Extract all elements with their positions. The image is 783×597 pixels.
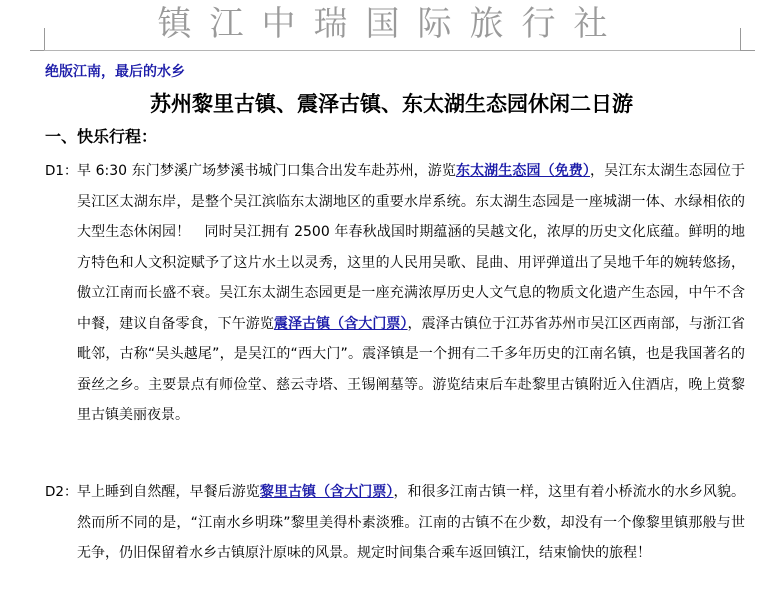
day-label: D2： xyxy=(45,484,78,500)
day-text-segment: ，和很多江南古镇一样，这里有着小桥流水的水乡风貌。然而所不同的是，“江南水乡明珠”黎里美得朴素淡雅。江南的古镇不在少数，却没有一个像黎里镇那般与世无争，仍旧保留着水乡古镇原汁原味的风景。规定时间集合乘车返回镇江，结束愉快的旅程！ xyxy=(77,484,746,561)
day-description xyxy=(77,156,745,431)
crop-mark-left xyxy=(30,28,45,51)
crop-mark-right xyxy=(740,28,755,51)
attraction-link-lili-town[interactable]: 黎里古镇（含大门票） xyxy=(259,484,394,500)
header-divider xyxy=(44,50,740,51)
company-header: 镇江中瑞国际旅行社 xyxy=(157,4,626,44)
attraction-link-east-taihu-park[interactable]: 东太湖生态园（免费） xyxy=(455,163,590,179)
day-text-segment: ，震泽古镇位于江苏省苏州市吴江区西南部，与浙江省毗邻，古称“吴头越尾”，是吴江的“西大门”。震泽镇是一个拥有二千多年历史的江南名镇，也是我国著名的蚕丝之乡。主要景点有师俭堂、慈云寺塔、王锡阐墓等。游览结束后车赴黎里古镇附近入住酒店，晚上赏黎里古镇美丽夜景。 xyxy=(77,315,746,423)
page-title: 苏州黎里古镇、震泽古镇、东太湖生态园休闲二日游 xyxy=(150,91,633,116)
section-heading: 一、快乐行程： xyxy=(45,127,158,146)
subtitle: 绝版江南，最后的水乡 xyxy=(45,64,185,80)
day-description xyxy=(77,477,745,569)
day-text-segment: 早上睡到自然醒，早餐后游览 xyxy=(77,484,260,500)
day-text-segment: 早 6:30 东门梦溪广场梦溪书城门口集合出发车赴苏州，游览 xyxy=(77,163,456,179)
day-text-segment: ，吴江东太湖生态园位于吴江区太湖东岸，是整个吴江滨临东太湖地区的重要水岸系统。东太湖生态园是一座城湖一体、水绿相依的大型生态休闲园！ 同时吴江拥有 2500 年春秋战国时期蕴涵的吴越文化，浓厚的历史文化底蕴。鲜明的地方特色和人文积淀赋予了这片水土以灵秀，这里的人民用吴歌、昆曲、用评弹道出了吴地千年的婉转悠扬，傲立江南而长盛不衰。吴江东太湖生态园更是一座充满浓厚历史人文气息的物质文化遗产生态园，中午不含中餐，建议自备零食，下午游览 xyxy=(77,163,746,332)
day-label: D1： xyxy=(45,163,78,179)
attraction-link-zhenze-town[interactable]: 震泽古镇（含大门票） xyxy=(273,315,408,332)
